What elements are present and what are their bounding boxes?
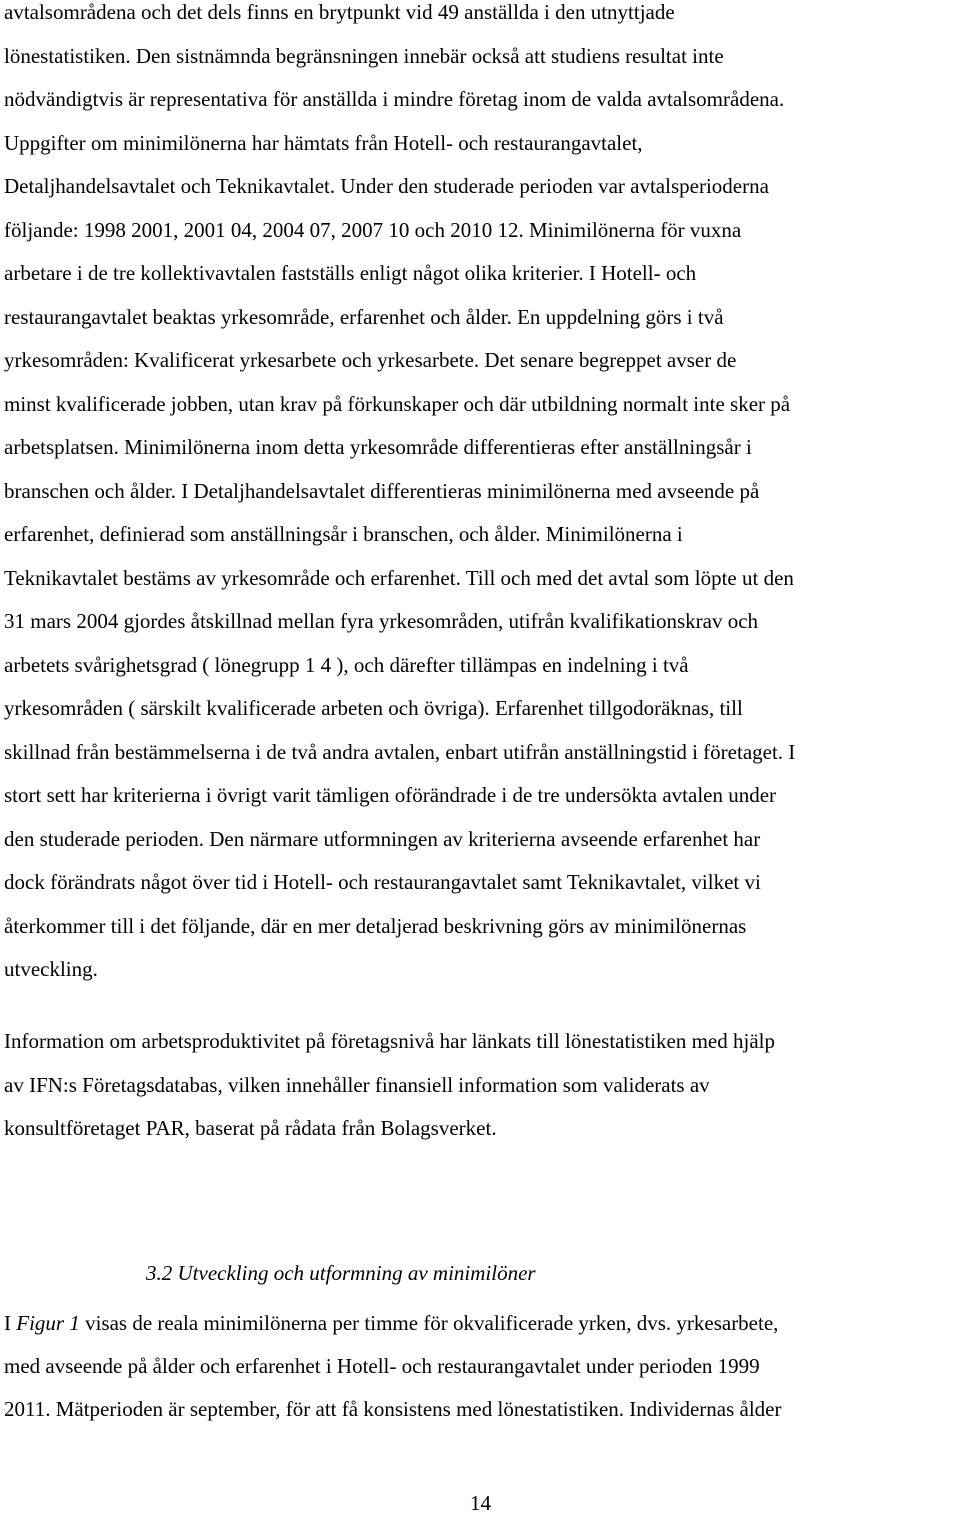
- text-line: arbetets svårighetsgrad ( lönegrupp 1 4 ), och därefter tillämpas en indelning i två: [4, 652, 689, 677]
- paragraph-productivity-data: [4, 1020, 775, 1151]
- page-number: 14: [470, 1491, 491, 1515]
- text-line: [4, 1302, 782, 1345]
- text-line: branschen och ålder. I Detaljhandelsavtalet differentieras minimilönerna med avseende på: [4, 478, 760, 503]
- text-line: Teknikavtalet bestäms av yrkesområde och erfarenhet. Till och med det avtal som löpte ut den: [4, 565, 794, 590]
- text-line: Detaljhandelsavtalet och Teknikavtalet. Under den studerade perioden var avtalsperioderna: [4, 174, 769, 198]
- text-line: skillnad från bestämmelserna i de två andra avtalen, enbart utifrån anställningstid i företaget. I: [4, 739, 796, 764]
- text-line: dock förändrats något över tid i Hotell- och restaurangavtalet samt Teknikavtalet, vilket vi: [4, 870, 761, 894]
- text-line: utveckling.: [4, 957, 98, 981]
- text-line: restaurangavtalet beaktas yrkesområde, erfarenhet och ålder. En uppdelning görs i två: [4, 304, 724, 329]
- text-line: konsultföretaget PAR, baserat på rådata från Bolagsverket.: [4, 1116, 497, 1140]
- text-line: lönestatistiken. Den sistnämnda begränsningen innebär också att studiens resultat inte: [4, 43, 724, 68]
- text-line: följande: 1998 2001, 2001 04, 2004 07, 2007 10 och 2010 12. Minimilönerna för vuxna: [4, 217, 742, 242]
- text-line: erfarenhet, definierad som anställningsår i branschen, och ålder. Minimilönerna i: [4, 522, 683, 546]
- text-line: stort sett har kriterierna i övrigt varit tämligen oförändrade i de tre undersökta avtalen under: [4, 783, 777, 807]
- text-line: avtalsområdena och det dels finns en brytpunkt vid 49 anställda i den utnyttjade: [4, 0, 675, 24]
- section-heading: 3.2 Utveckling och utformning av minimilöner: [146, 1261, 536, 1285]
- text-line: med avseende på ålder och erfarenhet i Hotell- och restaurangavtalet under perioden 1999: [4, 1354, 760, 1378]
- text-line: arbetsplatsen. Minimilönerna inom detta yrkesområde differentieras efter anställningsår i: [4, 435, 752, 459]
- text-fragment: visas de reala minimilönerna per timme för okvalificerade yrken, dvs. yrkesarbete,: [79, 1311, 779, 1335]
- text-line: återkommer till i det följande, där en mer detaljerad beskrivning görs av minimilönernas: [4, 913, 747, 938]
- text-line: av IFN:s Företagsdatabas, vilken innehåller finansiell information som validerats av: [4, 1072, 710, 1097]
- text-line: yrkesområden ( särskilt kvalificerade arbeten och övriga). Erfarenhet tillgodoräknas, till: [4, 696, 743, 720]
- figure-reference: Figur 1: [16, 1311, 80, 1335]
- text-line: 31 mars 2004 gjordes åtskillnad mellan fyra yrkesområden, utifrån kvalifikationskrav och: [4, 609, 759, 633]
- text-line: minst kvalificerade jobben, utan krav på förkunskaper och där utbildning normalt inte sker på: [4, 391, 791, 416]
- text-fragment: I: [4, 1311, 17, 1335]
- text-line: den studerade perioden. Den närmare utformningen av kriterierna avseende erfarenhet har: [4, 826, 761, 851]
- text-line: yrkesområden: Kvalificerat yrkesarbete och yrkesarbete. Det senare begreppet avser de: [4, 348, 737, 372]
- paragraph-minimum-wage-criteria: [4, 0, 795, 992]
- paragraph-figure-intro: [4, 1302, 782, 1431]
- document-page: [4, 0, 959, 1515]
- text-line: Uppgifter om minimilönerna har hämtats från Hotell- och restaurangavtalet,: [4, 130, 643, 155]
- text-line: arbetare i de tre kollektivavtalen fastställs enligt något olika kriterier. I Hotell- och: [4, 261, 697, 285]
- text-line: 2011. Mätperioden är september, för att få konsistens med lönestatistiken. Individernas ålder: [4, 1397, 782, 1421]
- text-line: Information om arbetsproduktivitet på företagsnivå har länkats till lönestatistiken med hjälp: [4, 1029, 775, 1053]
- text-line: nödvändigtvis är representativa för anställda i mindre företag inom de valda avtalsområdena.: [4, 87, 785, 111]
